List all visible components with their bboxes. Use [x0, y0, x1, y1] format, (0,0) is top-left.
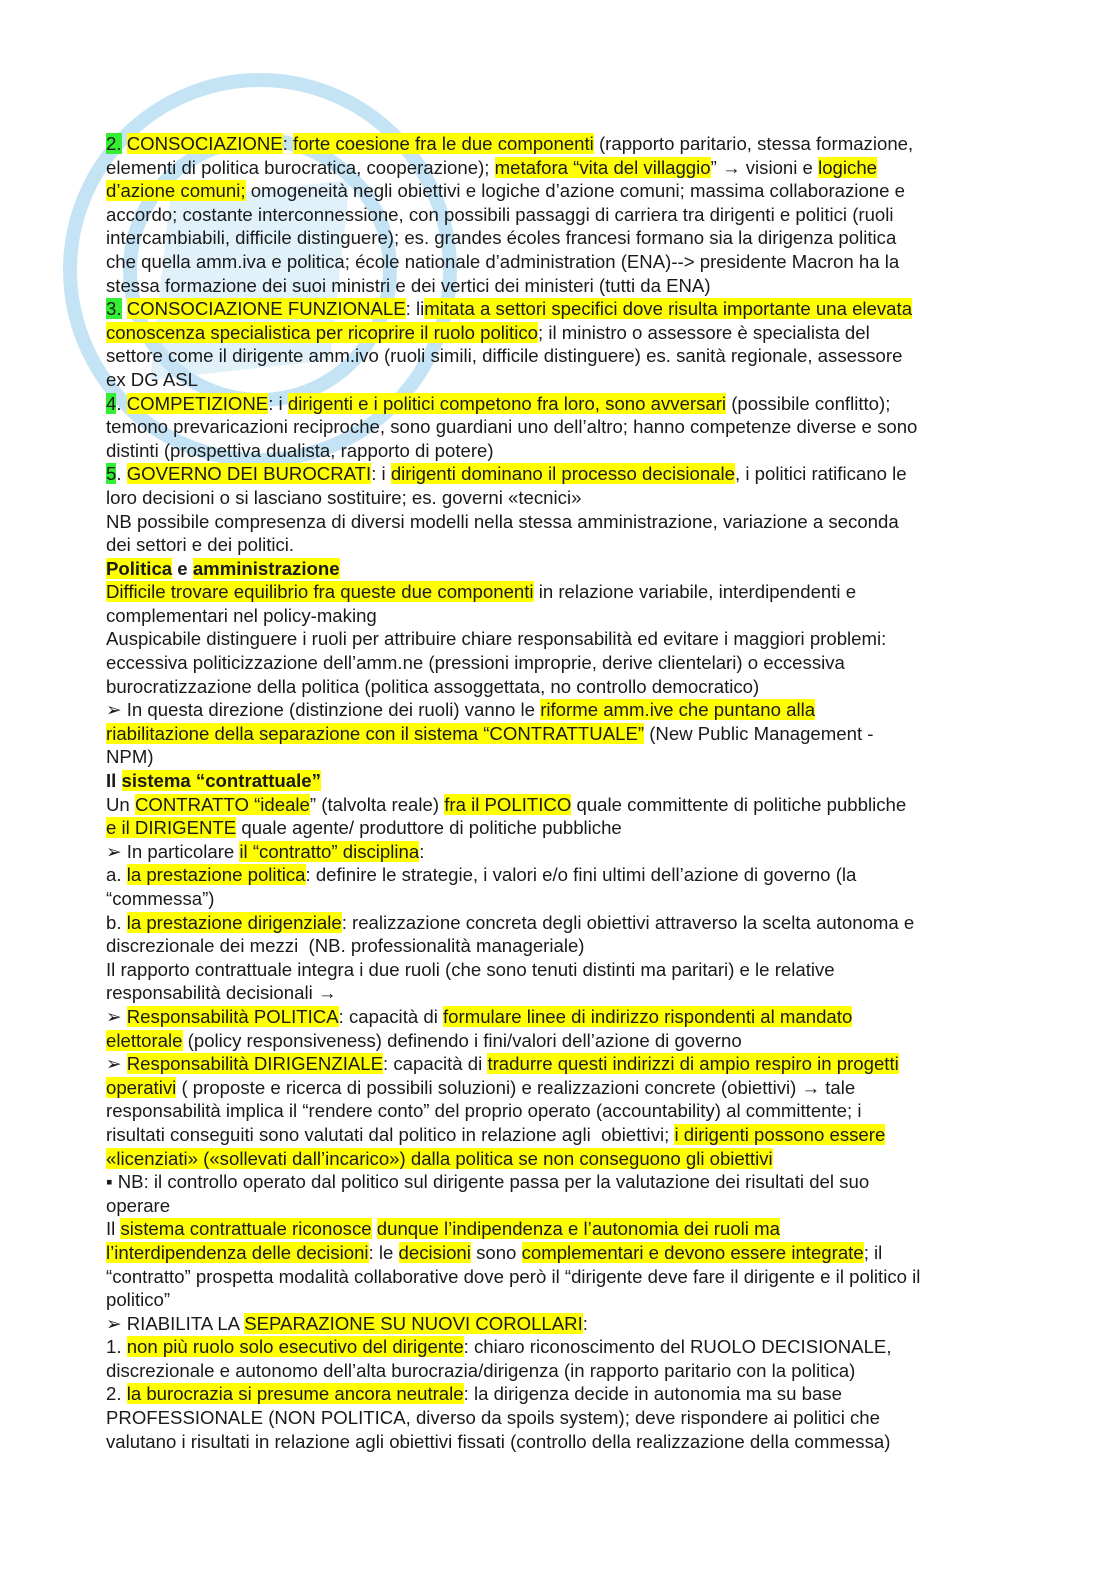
text-line: [106, 1076, 1006, 1100]
highlighted-text: Responsabilità POLITICA: [126, 1005, 339, 1027]
text-segment: dei settori e dei politici.: [106, 534, 295, 556]
text-line: [106, 1265, 1006, 1289]
text-segment: loro decisioni o si lasciano sostituire; es. governi «tecnici»: [106, 486, 582, 508]
text-line: [106, 675, 1006, 699]
text-segment: (New Public Management -: [644, 722, 874, 744]
text-line: [106, 533, 1006, 557]
text-line: [106, 1029, 1006, 1053]
text-segment: : definire le strategie, i valori e/o fini ultimi dell’azione di governo (la: [305, 864, 857, 886]
highlighted-text: sistema “contrattuale”: [121, 770, 321, 792]
text-segment: : i: [268, 392, 288, 414]
text-line: [106, 439, 1006, 463]
text-segment: Il: [106, 1218, 121, 1240]
highlighted-text: CONSOCIAZIONE FUNZIONALE: [126, 298, 406, 320]
highlighted-text: metafora “vita del villaggio: [494, 156, 711, 178]
highlighted-text: operativi: [106, 1076, 177, 1098]
text-segment: accordo; costante interconnessione, con possibili passaggi di carriera tra dirigenti e politici (ruoli: [106, 203, 894, 225]
text-segment: ➢: [106, 1005, 127, 1027]
text-segment: 2.: [106, 1383, 127, 1405]
highlighted-text: la burocrazia si presume ancora neutrale: [126, 1383, 464, 1405]
text-segment: [122, 133, 127, 154]
highlighted-text: sistema contrattuale riconosce: [120, 1218, 372, 1240]
text-segment: temono prevaricazioni reciproche, sono guardiani uno dell’altro; hanno competenze diverse e sono: [106, 416, 918, 438]
highlighted-text: Difficile trovare equilibrio fra queste due componenti: [106, 581, 534, 603]
highlighted-text: dirigenti dominano il processo decisionale: [390, 463, 736, 485]
text-line: [106, 274, 1006, 298]
text-segment: ; il: [863, 1241, 883, 1263]
text-line: [106, 1288, 1006, 1312]
highlighted-text: la prestazione dirigenziale: [126, 911, 342, 933]
text-line: [106, 486, 1006, 510]
highlighted-text: mitata a settori specifici dove risulta importante una elevata: [424, 298, 913, 320]
highlighted-text: riabilitazione della separazione con il sistema “CONTRATTUALE”: [106, 722, 645, 744]
text-segment: Un: [106, 793, 135, 815]
text-segment: stessa formazione dei suoi ministri e dei vertici dei ministeri (tutti da ENA): [106, 274, 711, 296]
text-segment: eccessiva politicizzazione dell’amm.ne (pressioni improprie, derive clientelari) o eccessiva: [106, 652, 845, 674]
text-segment: a.: [106, 864, 127, 886]
text-line: [106, 557, 1006, 581]
text-line: [106, 1170, 1006, 1194]
text-line: [106, 250, 1006, 274]
text-segment: Il: [106, 770, 122, 792]
highlighted-text: logiche: [818, 156, 878, 178]
text-line: [106, 344, 1006, 368]
text-line: [106, 911, 1006, 935]
text-line: [106, 934, 1006, 958]
text-segment: .: [116, 463, 127, 485]
text-line: [106, 226, 1006, 250]
text-segment: ” (talvolta reale): [309, 793, 445, 815]
highlighted-text: amministrazione: [192, 557, 340, 579]
text-segment: ; il ministro o assessore è specialista del: [538, 321, 870, 343]
highlighted-text: CONTRATTO “ideale: [134, 793, 310, 815]
text-line: [106, 1430, 1006, 1454]
text-line: [106, 203, 1006, 227]
text-segment: b.: [106, 911, 127, 933]
text-segment: (rapporto paritario, stessa formazione,: [593, 133, 914, 154]
text-segment: elementi di politica burocratica, cooperazione);: [106, 156, 495, 178]
text-line: [106, 1052, 1006, 1076]
text-line: [106, 368, 1006, 392]
highlighted-text: non più ruolo solo esecutivo del dirigente: [126, 1336, 464, 1358]
text-line: [106, 840, 1006, 864]
highlighted-text: decisioni: [398, 1241, 471, 1263]
highlighted-text: 3.: [106, 298, 122, 320]
highlighted-text: dunque l’indipendenza e l’autonomia dei ruoli ma: [376, 1218, 780, 1240]
text-segment: PROFESSIONALE (NON POLITICA, diverso da spoils system); deve rispondere ai politici che: [106, 1407, 880, 1429]
text-segment: discrezionale dei mezzi (NB. professionalità manageriale): [106, 935, 585, 957]
text-segment: : capacità di: [383, 1053, 488, 1075]
highlighted-text: COMPETIZIONE: [126, 392, 269, 414]
highlighted-text: 2.: [106, 133, 122, 154]
text-segment: ” → visioni e: [710, 156, 819, 178]
text-segment: che quella amm.iva e politica; école nationale d’administration (ENA)--> presidente Macron ha la: [106, 250, 900, 272]
text-segment: responsabilità decisionali →: [106, 982, 337, 1004]
text-segment: distinti (prospettiva dualista, rapporto di potere): [106, 439, 494, 461]
highlighted-text: tradurre questi indirizzi di ampio respiro in progetti: [487, 1053, 899, 1075]
text-segment: : la dirigenza decide in autonomia ma su base: [463, 1383, 842, 1405]
text-segment: :: [282, 133, 294, 154]
text-line: [106, 604, 1006, 628]
highlighted-text: formulare linee di indirizzo rispondenti al mandato: [443, 1005, 853, 1027]
highlighted-text: complementari e devono essere integrate: [521, 1241, 864, 1263]
text-segment: quale agente/ produttore di politiche pubbliche: [236, 817, 622, 839]
highlighted-text: i dirigenti possono essere: [674, 1123, 886, 1145]
text-line: [106, 651, 1006, 675]
highlighted-text: elettorale: [106, 1029, 183, 1051]
text-segment: complementari nel policy-making: [106, 604, 377, 626]
highlighted-text: fra il POLITICO: [444, 793, 572, 815]
text-segment: quale committente di politiche pubbliche: [571, 793, 907, 815]
text-line: [106, 1312, 1006, 1336]
highlighted-text: 4: [106, 392, 117, 414]
text-segment: : realizzazione concreta degli obiettivi attraverso la scelta autonoma e: [341, 911, 915, 933]
text-segment: ➢: [106, 1053, 127, 1075]
text-line: [106, 1194, 1006, 1218]
highlighted-text: d’azione comuni;: [106, 180, 246, 202]
highlighted-text: CONSOCIAZIONE: [126, 133, 283, 154]
text-segment: ➢ In questa direzione (distinzione dei ruoli) vanno le: [106, 699, 541, 721]
document-body: [106, 132, 1006, 1453]
text-segment: omogeneità negli obiettivi e logiche d’azione comuni; massima collaborazione e: [245, 180, 905, 202]
text-line: [106, 981, 1006, 1005]
text-segment: ➢ RIABILITA LA: [106, 1312, 245, 1334]
text-line: [106, 156, 1006, 180]
text-segment: “contratto” prospetta modalità collaborative dove però il “dirigente deve fare il dirigente e il politico il: [106, 1265, 921, 1287]
text-line: [106, 722, 1006, 746]
text-line: [106, 415, 1006, 439]
text-segment: 1.: [106, 1336, 127, 1358]
text-segment: ➢ In particolare: [106, 840, 240, 862]
text-line: [106, 580, 1006, 604]
text-line: [106, 1123, 1006, 1147]
text-line: [106, 887, 1006, 911]
highlighted-text: riforme amm.ive che puntano alla: [540, 699, 816, 721]
text-segment: ex DG ASL: [106, 368, 198, 390]
text-segment: : le: [368, 1241, 399, 1263]
text-segment: NPM): [106, 746, 154, 768]
text-segment: burocratizzazione della politica (politica assoggettata, no controllo democratico): [106, 675, 760, 697]
text-line: [106, 392, 1006, 416]
highlighted-text: l’interdipendenza delle decisioni: [106, 1241, 369, 1263]
text-segment: discrezionale e autonomo dell’alta burocrazia/dirigenza (in rapporto paritario con la politica): [106, 1359, 856, 1381]
highlighted-text: forte coesione fra le due componenti: [293, 133, 594, 154]
text-line: [106, 793, 1006, 817]
text-segment: [372, 1218, 377, 1239]
text-line: [106, 1241, 1006, 1265]
text-line: [106, 1382, 1006, 1406]
highlighted-text: SEPARAZIONE SU NUOVI COROLLARI: [244, 1312, 583, 1334]
text-segment: settore come il dirigente amm.ivo (ruoli simili, difficile distinguere) es. sanità regionale, assessore: [106, 345, 903, 367]
text-line: [106, 769, 1006, 793]
text-segment: ( proposte e ricerca di possibili soluzioni) e realizzazioni concrete (obiettivi) → tale: [176, 1076, 856, 1098]
highlighted-text: dirigenti e i politici competono fra loro, sono avversari: [287, 392, 727, 414]
text-segment: ▪ NB: il controllo operato dal politico sul dirigente passa per la valutazione dei risultati del suo: [106, 1171, 870, 1193]
text-segment: :: [582, 1312, 588, 1334]
text-line: [106, 1099, 1006, 1123]
text-segment: sono: [470, 1241, 522, 1263]
text-line: [106, 179, 1006, 203]
text-line: [106, 745, 1006, 769]
text-line: [106, 132, 1006, 156]
text-segment: .: [116, 392, 127, 414]
text-line: [106, 321, 1006, 345]
text-segment: : capacità di: [338, 1005, 443, 1027]
text-segment: , i politici ratificano le: [735, 463, 907, 485]
highlighted-text: e il DIRIGENTE: [106, 817, 237, 839]
text-segment: e: [172, 557, 193, 579]
text-line: [106, 698, 1006, 722]
highlighted-text: Responsabilità DIRIGENZIALE: [126, 1053, 384, 1075]
highlighted-text: 5: [106, 463, 117, 485]
text-segment: : li: [405, 298, 425, 320]
text-line: [106, 510, 1006, 534]
text-segment: in relazione variabile, interdipendenti e: [533, 581, 857, 603]
text-line: [106, 627, 1006, 651]
text-line: [106, 297, 1006, 321]
highlighted-text: la prestazione politica: [126, 864, 306, 886]
text-line: [106, 1147, 1006, 1171]
text-line: [106, 462, 1006, 486]
text-segment: Auspicabile distinguere i ruoli per attribuire chiare responsabilità ed evitare i maggiori problemi:: [106, 628, 887, 650]
text-line: [106, 1406, 1006, 1430]
text-segment: operare: [106, 1194, 171, 1216]
text-segment: (possibile conflitto);: [726, 392, 891, 414]
text-segment: [122, 298, 127, 319]
text-segment: politico”: [106, 1289, 171, 1311]
text-line: [106, 1359, 1006, 1383]
text-segment: responsabilità implica il “rendere conto” del proprio operato (accountability) al committente; i: [106, 1100, 862, 1122]
text-line: [106, 863, 1006, 887]
text-segment: :: [419, 840, 425, 862]
highlighted-text: «licenziati» («sollevati dall’incarico») dalla politica se non conseguono gli obiettivi: [106, 1147, 773, 1169]
text-segment: “commessa”): [106, 888, 215, 909]
text-segment: valutano i risultati in relazione agli obiettivi fissati (controllo della realizzazione della commessa): [106, 1430, 891, 1452]
text-segment: : chiaro riconoscimento del RUOLO DECISIONALE,: [463, 1336, 892, 1358]
highlighted-text: il “contratto” disciplina: [239, 840, 420, 862]
text-segment: intercambiabili, difficile distinguere); es. grandes écoles francesi formano sia la dirigenza politica: [106, 227, 897, 249]
text-segment: Il rapporto contrattuale integra i due ruoli (che sono tenuti distinti ma paritari) e le relative: [106, 958, 835, 980]
text-segment: NB possibile compresenza di diversi modelli nella stessa amministrazione, variazione a seconda: [106, 510, 899, 532]
text-line: [106, 1005, 1006, 1029]
text-segment: risultati conseguiti sono valutati dal politico in relazione agli obiettivi;: [106, 1123, 675, 1145]
text-segment: (policy responsiveness) definendo i fini/valori dell’azione di governo: [182, 1029, 742, 1051]
highlighted-text: GOVERNO DEI BUROCRATI: [126, 463, 372, 485]
text-line: [106, 958, 1006, 982]
text-line: [106, 1335, 1006, 1359]
text-line: [106, 816, 1006, 840]
highlighted-text: conoscenza specialistica per ricoprire il ruolo politico: [106, 321, 538, 343]
text-line: [106, 1217, 1006, 1241]
text-segment: : i: [371, 463, 391, 485]
highlighted-text: Politica: [106, 557, 173, 579]
